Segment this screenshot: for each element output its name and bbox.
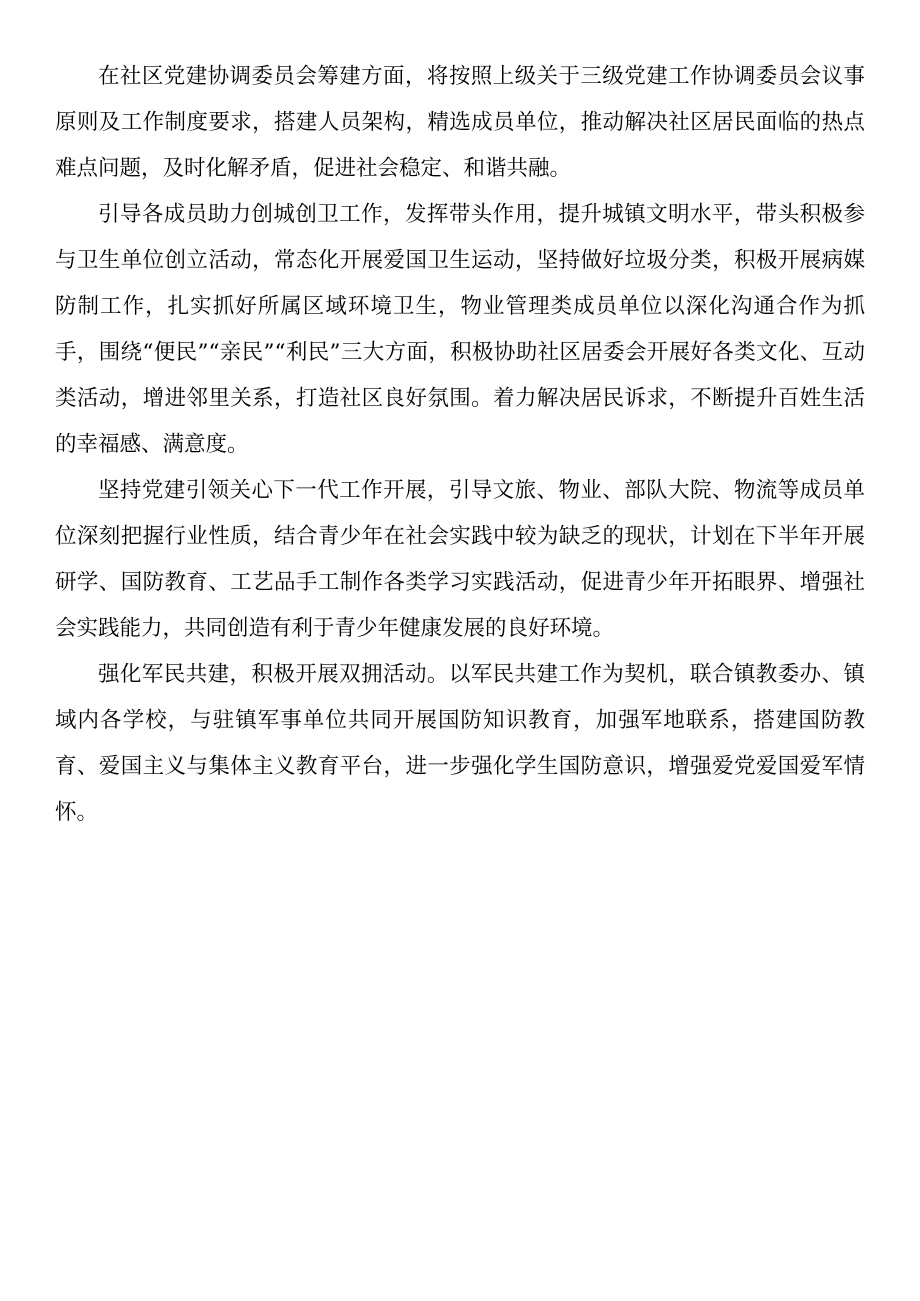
paragraph-party-building-committee: 在社区党建协调委员会筹建方面，将按照上级关于三级党建工作协调委员会议事原则及工作制度要求，搭建人员架构，精选成员单位，推动解决社区居民面临的热点难点问题，及时化解矛盾，促进社会稳定、和谐共融。 [55, 64, 865, 181]
paragraph-civilized-sanitary-city: 引导各成员助力创城创卫工作，发挥带头作用，提升城镇文明水平，带头积极参与卫生单位创立活动，常态化开展爱国卫生运动，坚持做好垃圾分类，积极开展病媒防制工作，扎实抓好所属区域环境卫生，物业管理类成员单位以深化沟通合作为抓手，围绕“便民”“亲民”“利民”三大方面，积极协助社区居委会开展好各类文化、互动类活动，增进邻里关系，打造社区良好氛围。着力解决居民诉求，不断提升百姓生活的幸福感、满意度。 [55, 202, 865, 457]
paragraph-youth-care-work: 坚持党建引领关心下一代工作开展，引导文旅、物业、部队大院、物流等成员单位深刻把握行业性质，结合青少年在社会实践中较为缺乏的现状，计划在下半年开展研学、国防教育、工艺品手工制作各类学习实践活动，促进青少年开拓眼界、增强社会实践能力，共同创造有利于青少年健康发展的良好环境。 [55, 478, 865, 641]
paragraph-military-civilian-cobuilding: 强化军民共建，积极开展双拥活动。以军民共建工作为契机，联合镇教委办、镇域内各学校，与驻镇军事单位共同开展国防知识教育，加强军地联系，搭建国防教育、爱国主义与集体主义教育平台，进一步强化学生国防意识，增强爱党爱国爱军情怀。 [55, 662, 865, 825]
document-body [55, 54, 865, 836]
